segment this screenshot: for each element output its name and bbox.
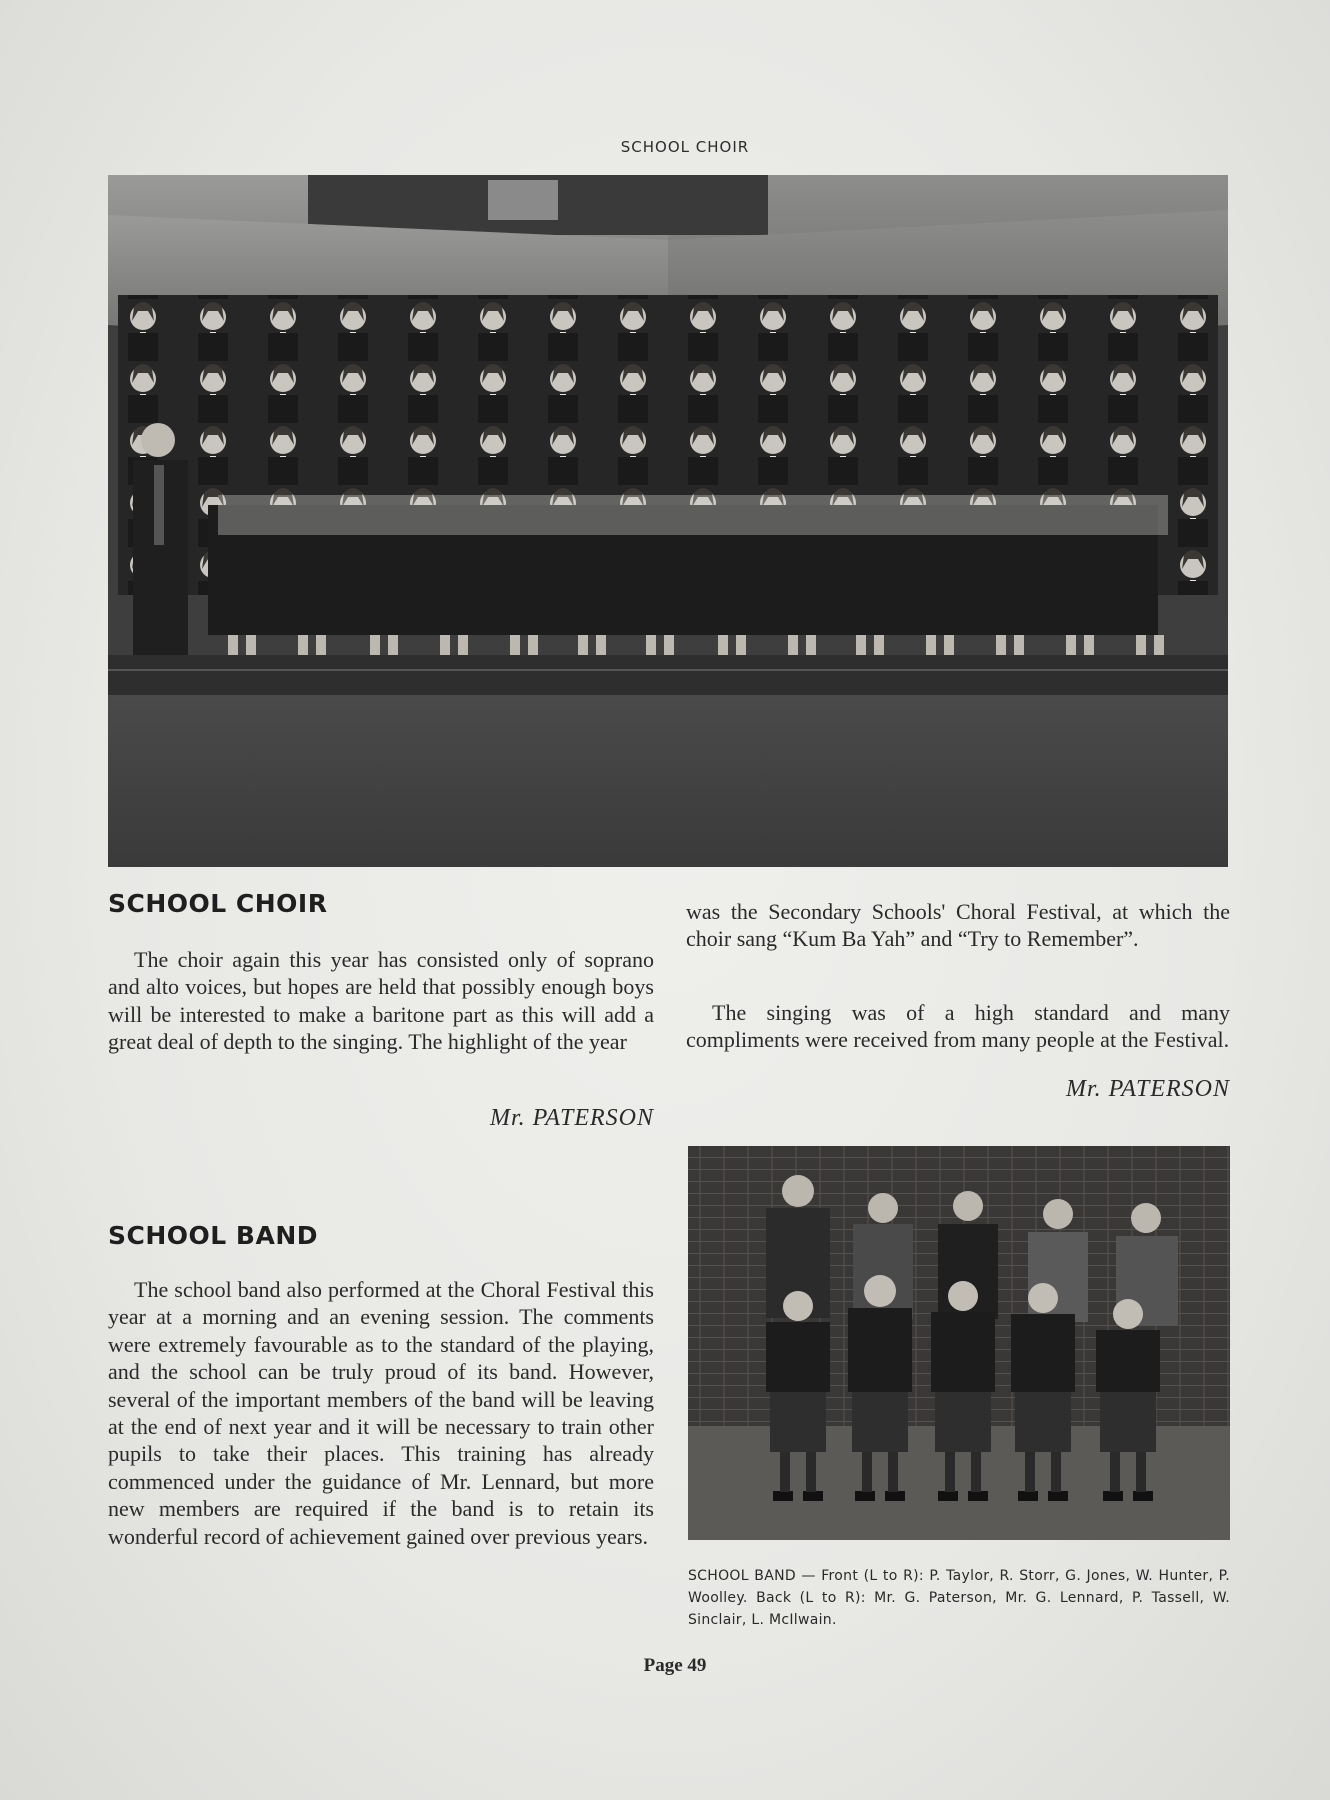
choir-heading: SCHOOL CHOIR	[108, 889, 328, 918]
choir-signature-2: Mr. PATERSON	[1065, 1076, 1230, 1102]
page-number: Page 49	[643, 1655, 707, 1676]
running-head: SCHOOL CHOIR	[620, 138, 750, 156]
choir-paragraph-2: The singing was of a high standard and many compliments were received from many people at the Festival.	[686, 1000, 1230, 1053]
band-heading: SCHOOL BAND	[108, 1221, 318, 1250]
choir-group-photo	[108, 175, 1228, 867]
band-group-photo	[688, 1146, 1230, 1540]
choir-paragraph-continued: was the Secondary Schools' Choral Festival, at which the choir sang “Kum Ba Yah” and “Try to Remember”.	[686, 899, 1230, 952]
choir-paragraph: The choir again this year has consisted only of soprano and alto voices, but hopes are held that possibly enough boys will be interested to make a baritone part as this will add a great deal of depth to the singing. The highlight of the year	[108, 947, 654, 1055]
choir-signature: Mr. PATERSON	[489, 1105, 654, 1131]
band-paragraph: The school band also performed at the Choral Festival this year at a morning and an evening session. The comments were extremely favourable as to the standard of the playing, and the school can be truly proud of its band. However, several of the important members of the band will be leaving at the end of next year and it will be necessary to train other pupils to take their places. This training has already commenced under the guidance of Mr. Lennard, but more new members are required if the band is to retain its wonderful record of achievement gained over previous years.	[108, 1277, 654, 1549]
band-photo-caption: SCHOOL BAND — Front (L to R): P. Taylor, R. Storr, G. Jones, W. Hunter, P. Woolley. Back (L to R): Mr. G. Paterson, Mr. G. Lennard, P. Tassell, W. Sinclair, L. McIlwain.	[688, 1568, 1230, 1628]
